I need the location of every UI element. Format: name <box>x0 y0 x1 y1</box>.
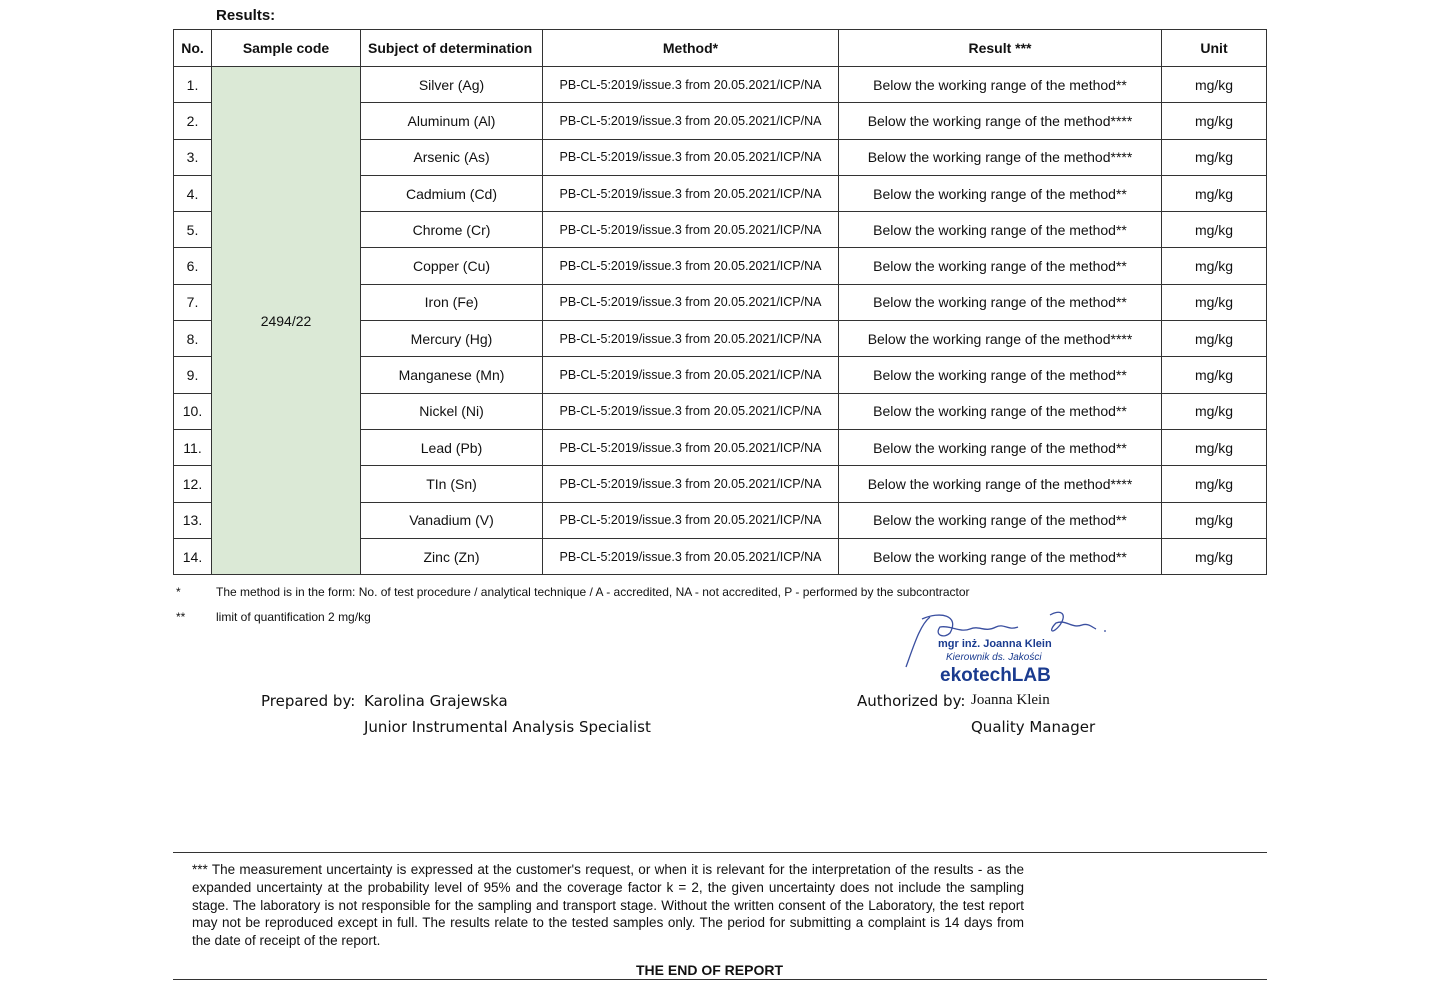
stamp-name: mgr inż. Joanna Klein <box>938 638 1052 650</box>
footnote-text: limit of quantification 2 mg/kg <box>216 610 371 624</box>
unit-cell: mg/kg <box>1162 357 1267 393</box>
row-number: 9. <box>174 357 212 393</box>
prepared-by-name: Karolina Grajewska <box>364 692 508 710</box>
row-number: 14. <box>174 538 212 574</box>
ekotechlab-logo: ekotechLAB <box>940 665 1051 686</box>
result-cell: Below the working range of the method** <box>839 357 1162 393</box>
header-no: No. <box>174 30 212 67</box>
row-number: 1. <box>174 67 212 103</box>
table-row <box>174 67 1267 103</box>
results-heading: Results: <box>216 7 276 24</box>
result-cell: Below the working range of the method**** <box>839 466 1162 502</box>
sample-code-cell: 2494/22 <box>212 67 361 575</box>
header-subject: Subject of determination <box>361 30 543 67</box>
result-cell: Below the working range of the method** <box>839 538 1162 574</box>
row-number: 10. <box>174 393 212 429</box>
method-cell: PB-CL-5:2019/issue.3 from 20.05.2021/ICP/NA <box>543 175 839 211</box>
result-cell: Below the working range of the method**** <box>839 139 1162 175</box>
header-sample-code: Sample code <box>212 30 361 67</box>
method-cell: PB-CL-5:2019/issue.3 from 20.05.2021/ICP/NA <box>543 67 839 103</box>
unit-cell: mg/kg <box>1162 248 1267 284</box>
result-cell: Below the working range of the method** <box>839 393 1162 429</box>
row-number: 3. <box>174 139 212 175</box>
footnote-text: The method is in the form: No. of test procedure / analytical technique / A - accredited, NA - not accredited, P - performed by the subcontractor <box>216 585 970 599</box>
row-number: 4. <box>174 175 212 211</box>
unit-cell: mg/kg <box>1162 429 1267 465</box>
subject-cell: Copper (Cu) <box>361 248 543 284</box>
row-number: 11. <box>174 429 212 465</box>
row-number: 13. <box>174 502 212 538</box>
header-method: Method* <box>543 30 839 67</box>
method-cell: PB-CL-5:2019/issue.3 from 20.05.2021/ICP/NA <box>543 284 839 320</box>
authorized-by-label: Authorized by: <box>857 692 966 710</box>
prepared-by-label: Prepared by: <box>261 692 356 710</box>
method-cell: PB-CL-5:2019/issue.3 from 20.05.2021/ICP/NA <box>543 429 839 465</box>
result-cell: Below the working range of the method** <box>839 502 1162 538</box>
unit-cell: mg/kg <box>1162 502 1267 538</box>
subject-cell: Cadmium (Cd) <box>361 175 543 211</box>
method-cell: PB-CL-5:2019/issue.3 from 20.05.2021/ICP/NA <box>543 466 839 502</box>
end-of-report: THE END OF REPORT <box>636 962 784 978</box>
result-cell: Below the working range of the method** <box>839 175 1162 211</box>
unit-cell: mg/kg <box>1162 321 1267 357</box>
row-number: 2. <box>174 103 212 139</box>
method-cell: PB-CL-5:2019/issue.3 from 20.05.2021/ICP/NA <box>543 139 839 175</box>
stamp-role: Kierownik ds. Jakości <box>946 652 1042 663</box>
subject-cell: TIn (Sn) <box>361 466 543 502</box>
divider <box>173 979 1267 980</box>
subject-cell: Chrome (Cr) <box>361 212 543 248</box>
row-number: 7. <box>174 284 212 320</box>
subject-cell: Iron (Fe) <box>361 284 543 320</box>
subject-cell: Lead (Pb) <box>361 429 543 465</box>
signature-stamp <box>900 605 1120 695</box>
unit-cell: mg/kg <box>1162 393 1267 429</box>
results-table <box>173 29 1267 575</box>
row-number: 6. <box>174 248 212 284</box>
unit-cell: mg/kg <box>1162 466 1267 502</box>
unit-cell: mg/kg <box>1162 284 1267 320</box>
subject-cell: Mercury (Hg) <box>361 321 543 357</box>
method-cell: PB-CL-5:2019/issue.3 from 20.05.2021/ICP/NA <box>543 103 839 139</box>
method-cell: PB-CL-5:2019/issue.3 from 20.05.2021/ICP/NA <box>543 357 839 393</box>
prepared-by-title: Junior Instrumental Analysis Specialist <box>364 718 651 736</box>
result-cell: Below the working range of the method**** <box>839 103 1162 139</box>
subject-cell: Manganese (Mn) <box>361 357 543 393</box>
row-number: 8. <box>174 321 212 357</box>
subject-cell: Aluminum (Al) <box>361 103 543 139</box>
row-number: 5. <box>174 212 212 248</box>
unit-cell: mg/kg <box>1162 67 1267 103</box>
subject-cell: Nickel (Ni) <box>361 393 543 429</box>
method-cell: PB-CL-5:2019/issue.3 from 20.05.2021/ICP/NA <box>543 538 839 574</box>
subject-cell: Silver (Ag) <box>361 67 543 103</box>
unit-cell: mg/kg <box>1162 212 1267 248</box>
result-cell: Below the working range of the method** <box>839 284 1162 320</box>
unit-cell: mg/kg <box>1162 175 1267 211</box>
header-unit: Unit <box>1162 30 1267 67</box>
table-header-row <box>174 30 1267 67</box>
authorized-by-name: Joanna Klein <box>971 692 1050 708</box>
subject-cell: Zinc (Zn) <box>361 538 543 574</box>
header-result: Result *** <box>839 30 1162 67</box>
divider <box>173 852 1267 853</box>
result-cell: Below the working range of the method**** <box>839 321 1162 357</box>
subject-cell: Vanadium (V) <box>361 502 543 538</box>
subject-cell: Arsenic (As) <box>361 139 543 175</box>
footnote-mark: * <box>176 585 181 599</box>
unit-cell: mg/kg <box>1162 139 1267 175</box>
result-cell: Below the working range of the method** <box>839 429 1162 465</box>
method-cell: PB-CL-5:2019/issue.3 from 20.05.2021/ICP/NA <box>543 321 839 357</box>
method-cell: PB-CL-5:2019/issue.3 from 20.05.2021/ICP/NA <box>543 212 839 248</box>
row-number: 12. <box>174 466 212 502</box>
unit-cell: mg/kg <box>1162 538 1267 574</box>
unit-cell: mg/kg <box>1162 103 1267 139</box>
footnote-mark: ** <box>176 610 186 624</box>
result-cell: Below the working range of the method** <box>839 67 1162 103</box>
result-cell: Below the working range of the method** <box>839 212 1162 248</box>
method-cell: PB-CL-5:2019/issue.3 from 20.05.2021/ICP/NA <box>543 248 839 284</box>
method-cell: PB-CL-5:2019/issue.3 from 20.05.2021/ICP/NA <box>543 502 839 538</box>
method-cell: PB-CL-5:2019/issue.3 from 20.05.2021/ICP/NA <box>543 393 839 429</box>
result-cell: Below the working range of the method** <box>839 248 1162 284</box>
authorized-by-title: Quality Manager <box>971 718 1096 736</box>
disclaimer-text: *** The measurement uncertainty is expressed at the customer's request, or when it is relevant for the interpretation of the results - as the expanded uncertainty at the probability level of 95% and the coverage factor k = 2, the given uncertainty does not include the sampling stage. The laboratory is not responsible for the sampling and transport stage. Without the written consent of the Laboratory, the test report may not be reproduced except in full. The results relate to the tested samples only. The period for submitting a complaint is 14 days from the date of receipt of the report. <box>192 862 1024 949</box>
